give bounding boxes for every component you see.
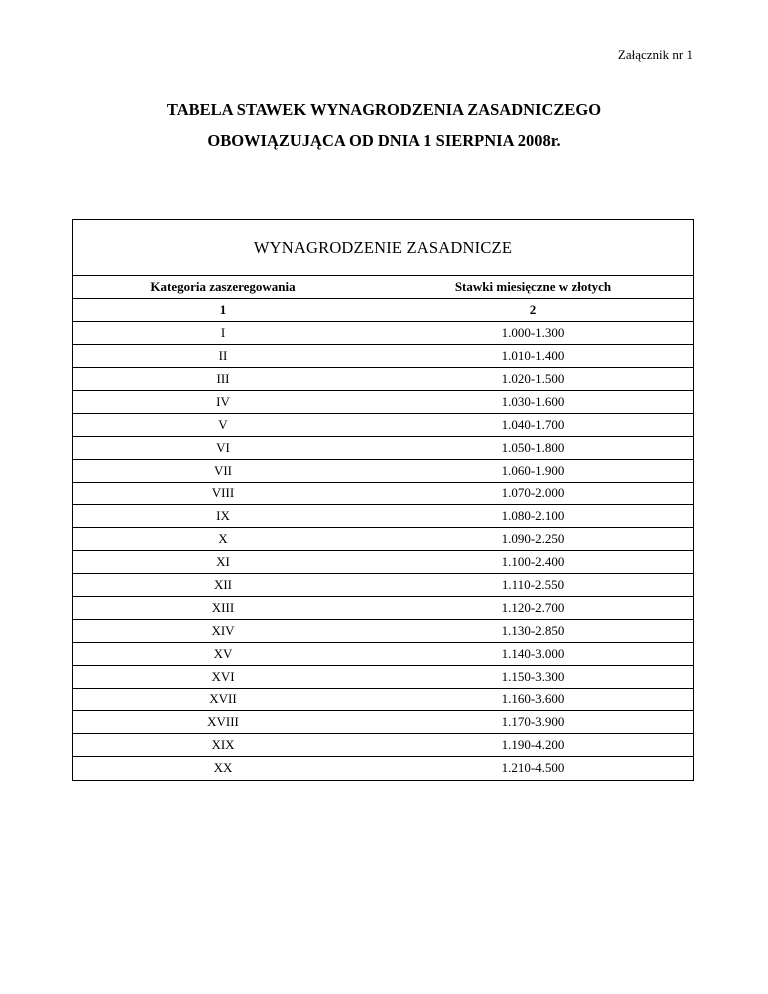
table-row bbox=[73, 619, 693, 642]
column-header-rate: Stawki miesięczne w złotych bbox=[373, 276, 693, 299]
category-cell: XIX bbox=[73, 734, 373, 757]
category-cell: XVIII bbox=[73, 711, 373, 734]
rate-cell: 1.010-1.400 bbox=[373, 345, 693, 368]
table-row bbox=[73, 322, 693, 345]
rate-cell: 1.050-1.800 bbox=[373, 436, 693, 459]
column-header-category: Kategoria zaszeregowania bbox=[73, 276, 373, 299]
rate-cell: 1.030-1.600 bbox=[373, 390, 693, 413]
table-row bbox=[73, 665, 693, 688]
category-cell: XI bbox=[73, 551, 373, 574]
rate-cell: 1.060-1.900 bbox=[373, 459, 693, 482]
table-row bbox=[73, 459, 693, 482]
column-number-2: 2 bbox=[373, 299, 693, 322]
table-row bbox=[73, 734, 693, 757]
title-line-1: TABELA STAWEK WYNAGRODZENIA ZASADNICZEGO bbox=[166, 100, 602, 119]
table-row bbox=[73, 390, 693, 413]
rate-cell: 1.140-3.000 bbox=[373, 642, 693, 665]
rate-cell: 1.090-2.250 bbox=[373, 528, 693, 551]
rate-cell: 1.020-1.500 bbox=[373, 368, 693, 391]
table-row bbox=[73, 596, 693, 619]
rate-cell: 1.160-3.600 bbox=[373, 688, 693, 711]
category-cell: II bbox=[73, 345, 373, 368]
table-row bbox=[73, 368, 693, 391]
rate-cell: 1.040-1.700 bbox=[373, 413, 693, 436]
rate-cell: 1.190-4.200 bbox=[373, 734, 693, 757]
table-row bbox=[73, 528, 693, 551]
table-row bbox=[73, 413, 693, 436]
category-cell: XVII bbox=[73, 688, 373, 711]
category-cell: XX bbox=[213, 760, 233, 776]
rate-cell: 1.120-2.700 bbox=[373, 596, 693, 619]
category-cell: XII bbox=[73, 574, 373, 597]
category-cell: IV bbox=[73, 390, 373, 413]
rate-cell: 1.170-3.900 bbox=[373, 711, 693, 734]
category-cell: XIII bbox=[73, 596, 373, 619]
table-row bbox=[73, 436, 693, 459]
category-cell: V bbox=[73, 413, 373, 436]
table-row bbox=[73, 757, 693, 780]
header-row bbox=[73, 276, 693, 299]
salary-table-box bbox=[72, 219, 694, 781]
title-line-2: OBOWIĄZUJĄCA OD DNIA 1 SIERPNIA 2008r. bbox=[207, 131, 561, 150]
rate-cell: 1.210-4.500 bbox=[501, 760, 565, 776]
table-row bbox=[73, 688, 693, 711]
column-number-1: 1 bbox=[73, 299, 373, 322]
document-title bbox=[0, 94, 768, 156]
rate-cell: 1.100-2.400 bbox=[373, 551, 693, 574]
rate-cell: 1.000-1.300 bbox=[373, 322, 693, 345]
rate-cell: 1.130-2.850 bbox=[373, 619, 693, 642]
category-cell: VIII bbox=[73, 482, 373, 505]
category-cell: X bbox=[73, 528, 373, 551]
column-number-row bbox=[73, 299, 693, 322]
category-cell: IX bbox=[73, 505, 373, 528]
salary-rates-table bbox=[73, 276, 693, 780]
table-row bbox=[73, 642, 693, 665]
table-row bbox=[73, 505, 693, 528]
table-row bbox=[73, 574, 693, 597]
category-cell: XV bbox=[73, 642, 373, 665]
category-cell: III bbox=[73, 368, 373, 391]
rate-cell: 1.080-2.100 bbox=[373, 505, 693, 528]
table-row bbox=[73, 345, 693, 368]
rate-cell: 1.110-2.550 bbox=[373, 574, 693, 597]
annex-label: Załącznik nr 1 bbox=[617, 47, 693, 62]
category-cell: VI bbox=[73, 436, 373, 459]
rate-cell: 1.150-3.300 bbox=[373, 665, 693, 688]
category-cell: VII bbox=[73, 459, 373, 482]
table-row bbox=[73, 711, 693, 734]
table-row bbox=[73, 482, 693, 505]
table-row bbox=[73, 551, 693, 574]
table-heading: WYNAGRODZENIE ZASADNICZE bbox=[73, 220, 693, 276]
rate-cell: 1.070-2.000 bbox=[373, 482, 693, 505]
category-cell: I bbox=[73, 322, 373, 345]
category-cell: XVI bbox=[73, 665, 373, 688]
category-cell: XIV bbox=[73, 619, 373, 642]
